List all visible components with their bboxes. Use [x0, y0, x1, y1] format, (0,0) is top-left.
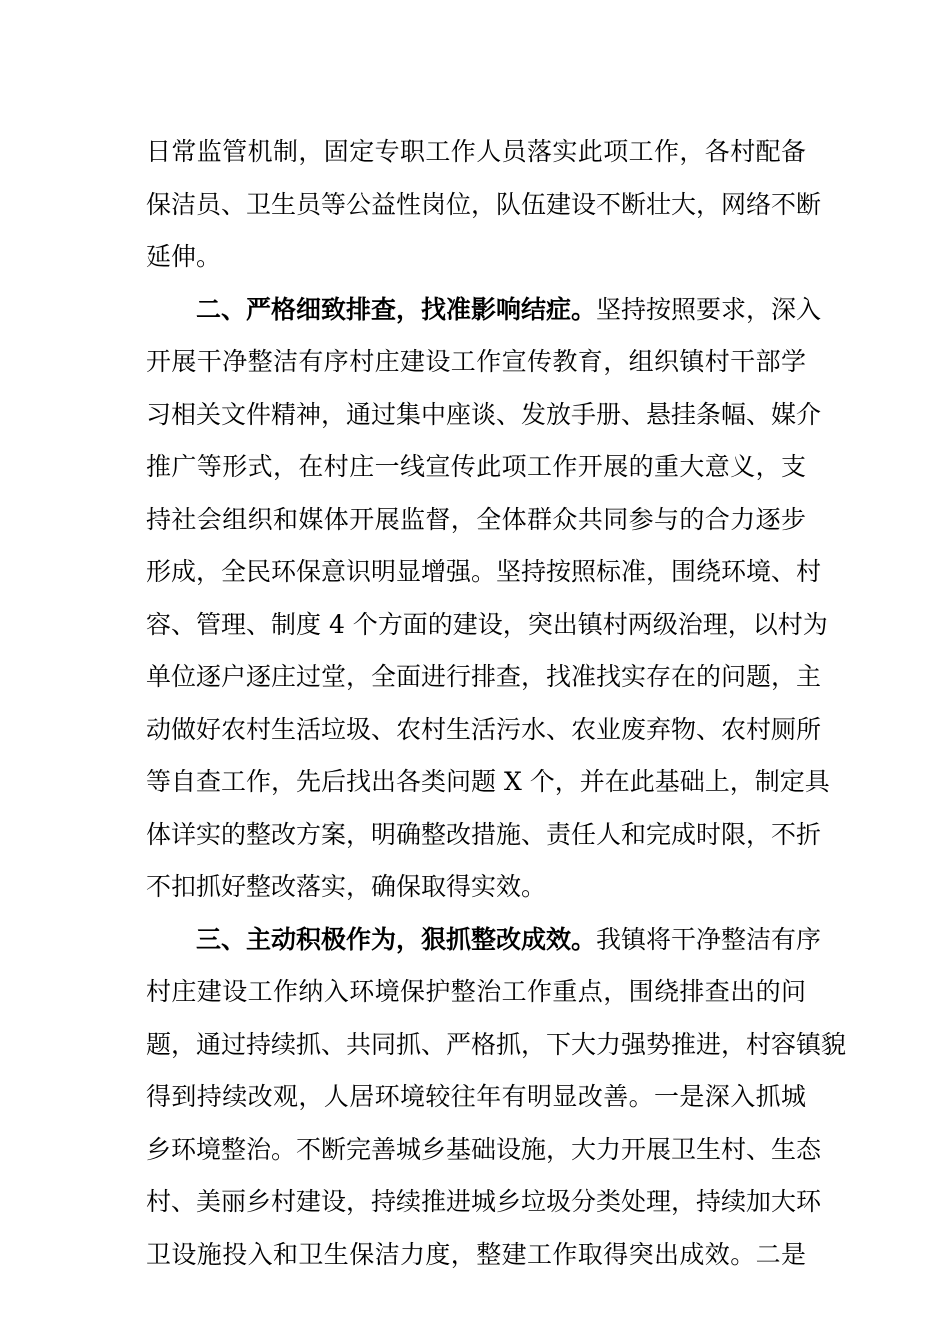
section-heading: 三、主动积极作为，狠抓整改成效。 — [196, 924, 597, 954]
text-line: 形成，全民环保意识明显增强。坚持按照标准，围绕环境、村 — [146, 557, 822, 586]
paragraph-3 — [146, 914, 847, 1282]
document-body — [146, 126, 847, 1281]
text-line: 村庄建设工作纳入环境保护整治工作重点，围绕排查出的问 — [146, 977, 806, 1006]
text-line: 乡环境整治。不断完善城乡基础设施，大力开展卫生村、生态 — [146, 1134, 822, 1164]
text-line: 保洁员、卫生员等公益性岗位，队伍建设不断壮大，网络不断 — [146, 189, 822, 219]
text-segment: 我镇将干净整洁有序 — [596, 924, 822, 954]
text-line: 村、美丽乡村建设，持续推进城乡垃圾分类处理，持续加大环 — [146, 1187, 822, 1216]
text-line: 开展干净整洁有序村庄建设工作宣传教育，组织镇村干部学 — [146, 347, 806, 376]
text-line: 日常监管机制，固定专职工作人员落实此项工作，各村配备 — [146, 137, 806, 166]
paragraph-2 — [146, 284, 830, 914]
text-line: 卫设施投入和卫生保洁力度，整建工作取得突出成效。二是 — [146, 1239, 806, 1269]
text-line: 习相关文件精神，通过集中座谈、发放手册、悬挂条幅、媒介 — [146, 399, 822, 429]
text-line: 持社会组织和媒体开展监督，全体群众共同参与的合力逐步 — [146, 504, 806, 534]
paragraph-first-line — [146, 914, 822, 967]
text-line: 得到持续改观，人居环境较往年有明显改善。一是深入抓城 — [146, 1082, 806, 1111]
paragraph-1 — [146, 126, 822, 284]
text-line: 等自查工作，先后找出各类问题 X 个，并在此基础上，制定具 — [146, 767, 830, 796]
text-line: 单位逐户逐庄过堂，全面进行排查，找准找实存在的问题，主 — [146, 662, 822, 691]
text-line: 容、管理、制度 4 个方面的建设，突出镇村两级治理，以村为 — [146, 609, 828, 639]
text-segment: 坚持按照要求，深入 — [596, 294, 822, 324]
text-line: 动做好农村生活垃圾、农村生活污水、农业废弃物、农村厕所 — [146, 714, 822, 744]
text-line: 题，通过持续抓、共同抓、严格抓，下大力强势推进，村容镇貌 — [146, 1029, 847, 1059]
section-heading: 二、严格细致排查，找准影响结症。 — [196, 294, 597, 324]
text-line: 推广等形式，在村庄一线宣传此项工作开展的重大意义，支 — [146, 452, 806, 481]
text-line: 体详实的整改方案，明确整改措施、责任人和完成时限，不折 — [146, 819, 822, 849]
text-line: 不扣抓好整改落实，确保取得实效。 — [146, 872, 547, 901]
paragraph-first-line — [146, 284, 822, 337]
text-line: 延伸。 — [146, 242, 222, 271]
